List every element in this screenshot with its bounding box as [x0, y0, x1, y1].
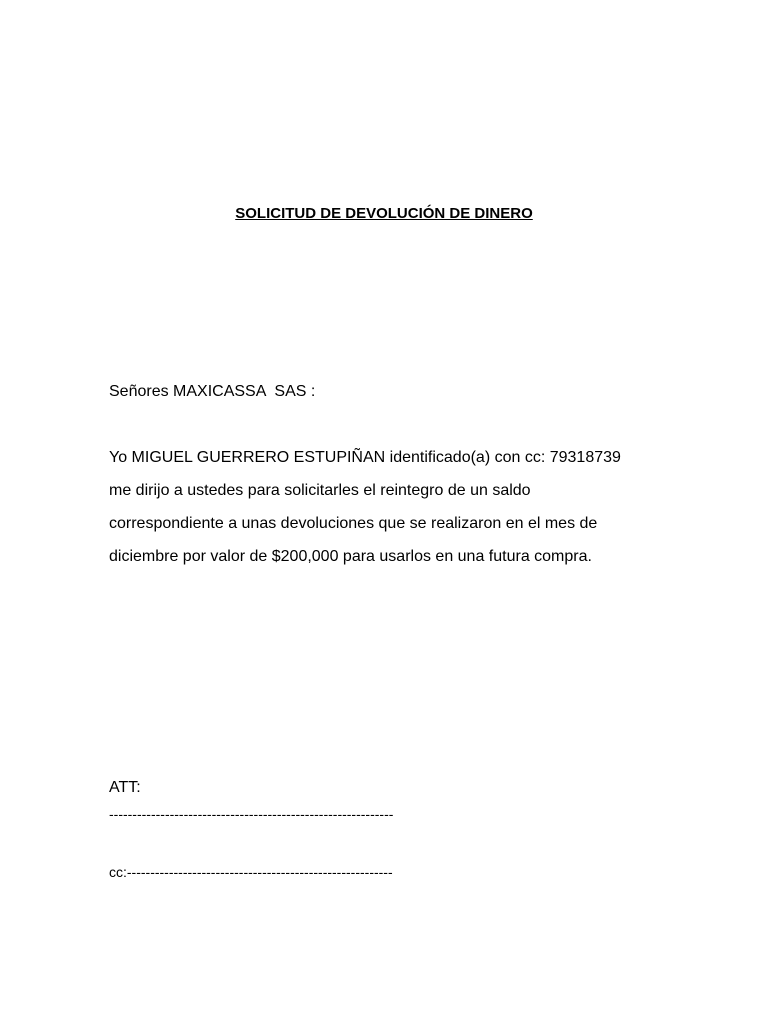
document-title: SOLICITUD DE DEVOLUCIÓN DE DINERO	[235, 205, 533, 222]
body-paragraph	[109, 447, 649, 579]
body-line: me dirijo a ustedes para solicitarles el reintegro de un saldo	[109, 482, 531, 499]
body-line: correspondiente a unas devoluciones que se realizaron en el mes de	[109, 515, 598, 532]
body-line: Yo MIGUEL GUERRERO ESTUPIÑAN identificado(a) con cc: 79318739	[109, 449, 621, 466]
att-label: ATT:	[109, 779, 141, 796]
body-line: diciembre por valor de $200,000 para usarlos en una futura compra.	[109, 548, 592, 565]
cc-line: cc:---------------------------------------------------------	[109, 864, 393, 880]
salutation: Señores MAXICASSA SAS :	[109, 383, 316, 400]
signature-line: -------------------------------------------------------------	[109, 806, 394, 822]
